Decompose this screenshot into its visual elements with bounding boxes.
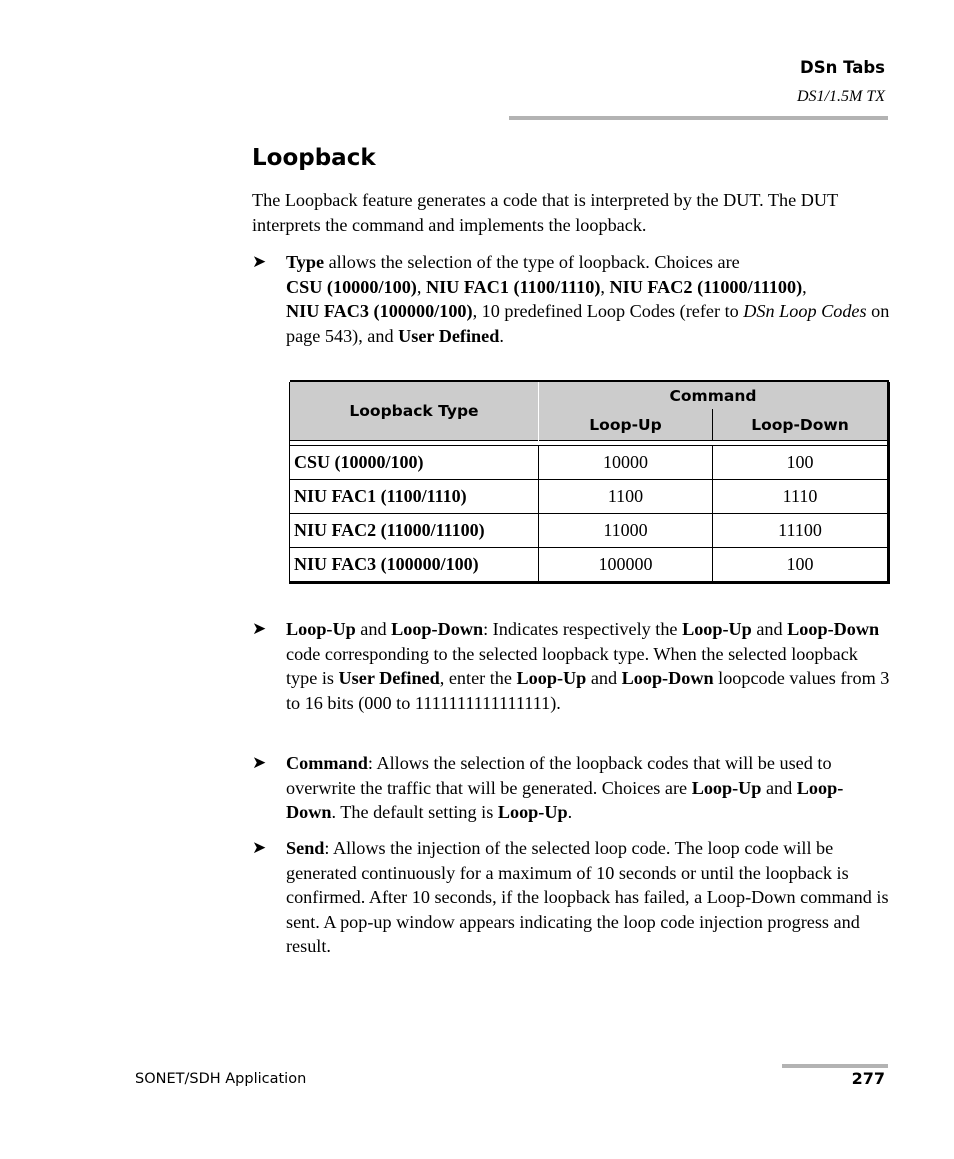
bullet-type-text [286, 250, 892, 348]
table-row [290, 480, 889, 514]
text-run: , 10 predefined Loop Codes (refer to [472, 301, 744, 322]
cell-loop-up: 11000 [539, 514, 713, 548]
text-run: : Indicates respectively the [483, 619, 683, 639]
running-header-title: DSn Tabs [800, 58, 885, 77]
text-run: and [751, 619, 788, 639]
text-run: and [761, 777, 797, 798]
header-loop-up: Loop-Up [539, 409, 713, 441]
text-run: , [802, 276, 807, 297]
table-row [290, 514, 889, 548]
term: Loop-Up [691, 777, 762, 798]
term: Loop-Down [621, 668, 714, 689]
text-run: : Allows the injection of the selected loop code. The loop code will be generated continuously for a maximum of 10 seconds or until the loopback is confirmed. After 10 seconds, if the loopback has failed, a Loop-Down command is sent. A pop-up window appears indicating the loop code injection progress and result. [286, 838, 889, 957]
cell-loop-down: 11100 [713, 514, 889, 548]
header-loop-down: Loop-Down [713, 409, 889, 441]
cell-loop-up: 10000 [539, 446, 713, 480]
cell-type: CSU (10000/100) [290, 446, 539, 480]
header-rule [509, 116, 888, 120]
term-csu: CSU (10000/100) [286, 276, 417, 297]
header-command: Command [539, 382, 889, 409]
bullet-loop-text [286, 617, 892, 715]
bullet-arrow-icon: ➤ [252, 619, 267, 638]
cell-loop-down: 1110 [713, 480, 889, 514]
text-run: , enter the [439, 668, 517, 689]
term-type: Type [286, 252, 325, 272]
bullet-type [252, 250, 892, 348]
text-run: . [499, 325, 504, 346]
bullet-command-text [286, 751, 892, 825]
text-run: : Allows the selection of the loopback codes that will be used to overwrite the traffic that will be generated. Choices are [286, 753, 832, 798]
text-run: . The default setting is [331, 802, 498, 823]
cell-loop-up: 1100 [539, 480, 713, 514]
text-run: and [355, 619, 392, 639]
cell-loop-up: 100000 [539, 548, 713, 583]
text-run: loopcode values from 3 to 16 bits (000 to 1111111111111111). [286, 668, 890, 713]
bullet-send-text [286, 836, 892, 959]
text-run: and [586, 668, 622, 689]
cell-loop-down: 100 [713, 446, 889, 480]
term-fac1: NIU FAC1 (1100/1110) [425, 276, 601, 297]
text-run: on page 543), and [286, 301, 890, 346]
table-row [290, 548, 889, 583]
cell-loop-down: 100 [713, 548, 889, 583]
cross-reference-link[interactable]: DSn Loop Codes [743, 301, 867, 322]
footer-title: SONET/SDH Application [135, 1071, 307, 1087]
term: Send [286, 838, 325, 858]
cell-type: NIU FAC2 (11000/11100) [290, 514, 539, 548]
term: Loop-Up [516, 668, 587, 689]
term: Loop-Down [787, 619, 880, 639]
term: Loop-Up [497, 802, 568, 823]
term-user-defined: User Defined [398, 325, 500, 346]
text-run: allows the selection of the type of loopback. Choices are [324, 252, 740, 272]
term: Loop-Up [682, 619, 752, 639]
bullet-arrow-icon: ➤ [252, 252, 267, 271]
term-fac2: NIU FAC2 (11000/11100) [609, 276, 803, 297]
term: Loop-Up [286, 619, 356, 639]
section-title: Loopback [252, 145, 376, 171]
cell-type: NIU FAC3 (100000/100) [290, 548, 539, 583]
header-loopback-type: Loopback Type [290, 382, 539, 441]
loopback-table [289, 380, 890, 584]
bullet-send [252, 836, 892, 959]
term-fac3: NIU FAC3 (100000/100) [286, 301, 473, 322]
intro-paragraph: The Loopback feature generates a code that is interpreted by the DUT. The DUT interprets the command and implements the loopback. [252, 190, 838, 235]
running-header-subtitle: DS1/1.5M TX [797, 88, 885, 105]
text-run: code corresponding to the selected loopback type. When the selected loopback type is [286, 643, 858, 689]
page-number: 277 [851, 1069, 885, 1088]
term: Loop-Down [391, 619, 484, 639]
text-run: , [600, 276, 610, 297]
term: Command [286, 753, 368, 773]
bullet-loop-up-down [252, 617, 892, 715]
footer-rule [782, 1064, 888, 1068]
bullet-arrow-icon: ➤ [252, 838, 267, 857]
term: User Defined [338, 668, 440, 689]
bullet-arrow-icon: ➤ [252, 753, 267, 772]
cell-type: NIU FAC1 (1100/1110) [290, 480, 539, 514]
text-run: . [567, 802, 573, 823]
bullet-command [252, 751, 892, 825]
text-run: , [416, 276, 426, 297]
table-row [290, 446, 889, 480]
term: Loop-Down [286, 777, 844, 823]
